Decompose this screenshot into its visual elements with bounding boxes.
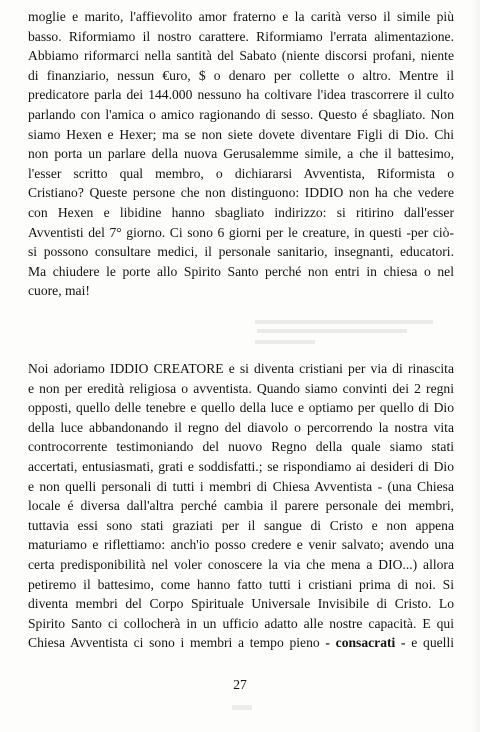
text-line: predicatore parla dei 144.000 nessuno ha coltivare l'idea trascorrere il culto <box>28 87 454 103</box>
bold-text-segment: - consacrati - <box>325 635 406 651</box>
text-line: certa predisponibilità nel voler conoscere la via che mena a DIO...) allora <box>28 556 454 572</box>
text-line: parlando con l'amica o amico ragionando di sesso. Questo é sbagliato. Non <box>28 106 454 122</box>
text-line: e non per eredità religiosa o avventista. Quando siamo convinti dei 2 regni <box>28 380 454 396</box>
text-line: Cristiano? Queste persone che non distinguono: IDDIO non ha che vedere <box>28 185 454 201</box>
text-line: petiremo il battesimo, come hanno fatto tutti i cristiani prima di noi. Si <box>28 576 454 592</box>
text-line: con Hexen e libidine hanno sbagliato indirizzo: si ritirino dall'esser <box>28 204 454 220</box>
paragraph-2 <box>28 359 454 653</box>
page-number: 27 <box>233 677 247 692</box>
text-line: cuore, mai! <box>28 283 90 299</box>
text-line: opposti, quello delle tenebre e quello della luce e optiamo per quello di Dio <box>28 400 454 416</box>
text-line: non porta un parlare della nuova Gerusalemme simile, a che il battesimo, <box>28 146 454 162</box>
text-line: l'esser scritto qual membro, o dichiararsi Avventista, Riformista o <box>28 165 454 181</box>
text-line: maturiamo e riflettiamo: anch'io posso credere e venir salvato; avendo una <box>28 537 454 553</box>
text-line: tuttavia essi sono stati graziati per il sangue di Cristo e non appena <box>28 517 454 533</box>
text-line: diventa membri del Corpo Spirituale Universale Invisibile di Cristo. Lo <box>28 596 454 612</box>
bleed-through-marks <box>230 703 254 713</box>
text-line: della luce abbandonando il regno del diavolo o percorrendo la nostra vita <box>28 419 454 435</box>
text-segment: e quelli <box>405 635 454 651</box>
paragraph-1 <box>28 7 454 301</box>
text-segment: Chiesa Avventista ci sono i membri a tempo pieno <box>28 635 326 651</box>
text-line: controcorrente testimoniando del nuovo Regno della quale siamo stati <box>28 439 454 455</box>
text-line: di finanziario, nessun €uro, $ o denaro per collette o altro. Mentre il <box>28 67 454 83</box>
final-text-line <box>28 633 454 653</box>
text-line: Noi adoriamo IDDIO CREATORE e si diventa cristiani per via di rinascita <box>28 361 454 376</box>
page-edge-shadow <box>470 0 480 732</box>
text-line: e non quelli personali di tutti i membri di Chiesa Avventista - (una Chiesa <box>28 478 454 494</box>
text-line: locale é diversa dall'altra perché cambia il parere personale dei membri, <box>28 498 454 514</box>
text-line: Spirito Santo ci collocherà in un ufficio adatto alle nostre capacità. E qui <box>28 615 454 631</box>
text-line: Ma chiudere le porte allo Spirito Santo perché non entri in chiesa o nel <box>28 263 454 279</box>
text-line: basso. Riformiamo il nostro carattere. Riformiamo l'errata alimentazione. <box>28 28 454 44</box>
text-line: siamo Hexen e Hexer; ma se non siete dovete diventare Figli di Dio. Chi <box>28 126 454 142</box>
text-line: moglie e marito, l'affievolito amor fraterno e la carità verso il simile più <box>28 9 454 24</box>
text-line: Abbiamo riformarci nella santità del Sabato (niente discorsi profani, niente <box>28 48 454 64</box>
text-line: Avventisti del 7° giorno. Ci sono 6 giorni per le creature, in questi -per ciò- <box>28 224 454 240</box>
bleed-through-marks <box>255 316 435 348</box>
text-line: accertati, entusiasmati, grati e soddisfatti.; se rispondiamo ai desideri di Dio <box>28 458 454 474</box>
text-line: si possono consultare medici, il personale sanitario, insegnanti, educatori. <box>28 244 454 260</box>
